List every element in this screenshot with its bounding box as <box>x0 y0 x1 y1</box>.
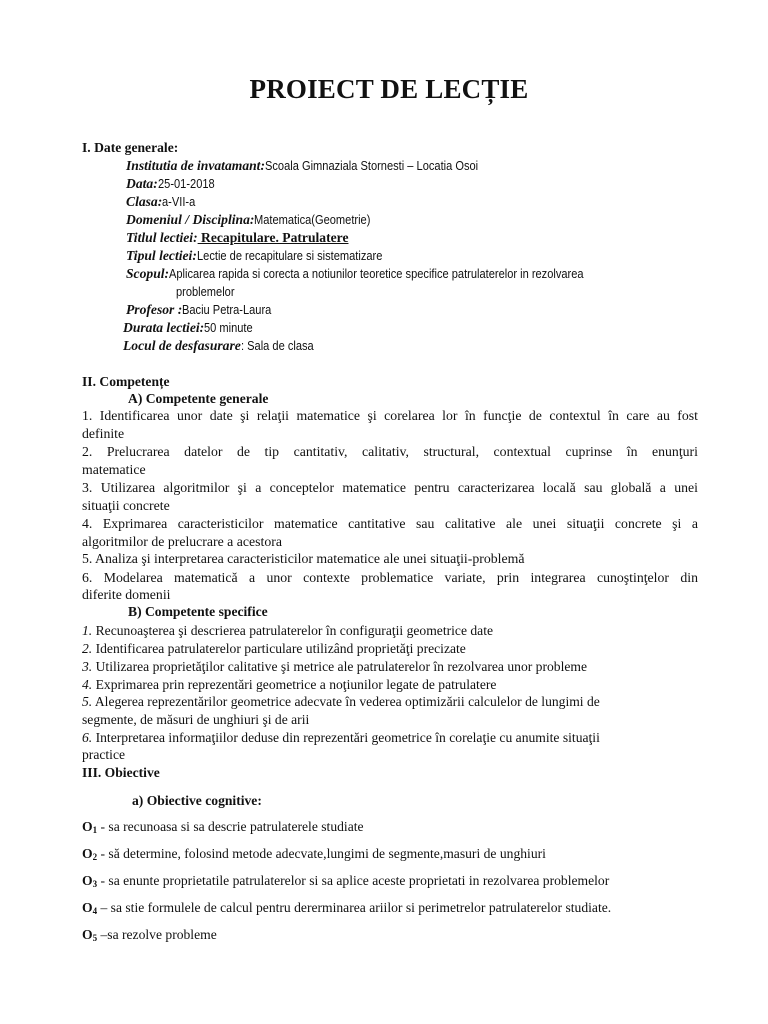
field-label: Titlul lectiei: <box>126 230 198 245</box>
field-purpose-cont <box>176 283 243 301</box>
general-competence-5: 5. Analiza şi interpretarea caracteristicilor matematice ale unei situaţii-problemă <box>82 551 525 566</box>
field-label: Durata lectiei: <box>123 320 205 335</box>
objective-text: - sa recunoasa si sa descrie patrulaterele studiate <box>97 819 364 834</box>
objective-code: $O_4$ <box>82 900 98 916</box>
field-value: 25-01-2018 <box>157 177 215 191</box>
general-competence-6: 6. Modelarea matematică a unor contexte problematice variate, prin integrarea cunoştinţelor din <box>82 570 698 585</box>
objective-code: $O_2$ <box>82 846 98 862</box>
field-value: a-VII-a <box>162 195 196 209</box>
objective-code: $O_3$ <box>82 873 98 889</box>
field-location <box>123 337 323 355</box>
general-competence-4-cont: algoritmilor de prelucrare a acestora <box>82 534 282 549</box>
general-competences-heading: A) Competente generale <box>128 391 269 406</box>
field-duration <box>123 319 259 337</box>
general-competence-4: 4. Exprimarea caracteristicilor matematice cantitative sau calitative ale unei situaţii concrete şi a <box>82 516 698 531</box>
item-number: 4. <box>82 677 93 692</box>
field-value: problemelor <box>176 285 235 299</box>
section-objectives-heading: III. Obiective <box>82 765 160 780</box>
cognitive-objectives-heading: a) Obiective cognitive: <box>132 793 262 808</box>
objective-1 <box>82 818 364 839</box>
objective-code: $O_5$ <box>82 927 98 943</box>
page-title: PROIECT DE LECȚIE <box>249 74 529 104</box>
field-teacher <box>126 301 284 319</box>
objective-text: –sa rezolve probleme <box>97 927 217 942</box>
item-text: Utilizarea proprietăţilor calitative şi metrice ale patrulaterelor în rezolvarea unor probleme <box>92 659 588 674</box>
objective-3 <box>82 872 609 893</box>
item-text: Recunoaşterea şi descrierea patrulaterelor în configuraţii geometrice date <box>92 623 494 638</box>
field-value: : Sala de clasa <box>240 339 314 353</box>
specific-competence-6 <box>82 729 600 747</box>
field-label: Scopul: <box>126 266 170 281</box>
objective-4 <box>82 899 611 920</box>
general-competence-1: 1. Identificarea unor date şi relaţii matematice şi corelarea lor în funcţie de contextul în care au fost <box>82 408 698 423</box>
specific-competence-2 <box>82 640 466 658</box>
item-number: 1. <box>82 623 93 638</box>
field-label: Locul de desfasurare <box>123 338 241 353</box>
section-competences-heading: II. Competențe <box>82 374 170 389</box>
field-value: Recapitulare. Patrulatere <box>197 230 349 245</box>
field-value: Lectie de recapitulare si sistematizare <box>196 249 383 263</box>
field-institution <box>126 157 507 175</box>
section-general-heading: I. Date generale: <box>82 140 179 155</box>
field-lesson-type <box>126 247 408 265</box>
specific-competence-3 <box>82 658 587 676</box>
item-number: 2. <box>82 641 93 656</box>
specific-competence-5 <box>82 693 600 711</box>
item-text: Exprimarea prin reprezentări geometrice a noţiunilor legate de patrulatere <box>92 677 497 692</box>
field-value: Scoala Gimnaziala Stornesti – Locatia Osoi <box>264 159 479 173</box>
general-competence-3: 3. Utilizarea algoritmilor şi a conceptelor matematice pentru caracterizarea locală sau globală a unei <box>82 480 698 495</box>
specific-competences-heading: B) Competente specifice <box>128 604 268 619</box>
objective-text: – sa stie formulele de calcul pentru dererminarea ariilor si perimetrelor patrulaterelor studiate. <box>97 900 612 915</box>
item-text: Interpretarea informaţiilor deduse din reprezentări geometrice în corelaţie cu anumite situaţii <box>92 730 600 745</box>
field-value: Baciu Petra-Laura <box>182 303 272 317</box>
field-discipline <box>126 211 387 229</box>
field-label: Profesor : <box>126 302 183 317</box>
field-label: Data: <box>126 176 158 191</box>
objective-text: - să determine, folosind metode adecvate,lungimi de segmente,masuri de unghiuri <box>97 846 546 861</box>
field-class <box>126 193 200 211</box>
general-competence-2: 2. Prelucrarea datelor de tip cantitativ, calitativ, structural, contextual cuprinse în enunţuri <box>82 444 698 459</box>
field-value: Aplicarea rapida si corecta a notiunilor teoretice specifice patrulaterelor in rezolvarea <box>169 267 584 281</box>
objective-5 <box>82 926 217 947</box>
general-competence-2-cont: matematice <box>82 462 146 477</box>
field-date <box>126 175 222 193</box>
item-number: 6. <box>82 730 93 745</box>
item-number: 5. <box>82 694 93 709</box>
item-number: 3. <box>82 659 93 674</box>
item-text: Alegerea reprezentărilor geometrice adecvate în vederea optimizării calculelor de lungimi de <box>92 694 600 709</box>
general-competence-6-cont: diferite domenii <box>82 587 171 602</box>
field-purpose <box>126 265 640 283</box>
objective-text: - sa enunte proprietatile patrulaterelor si sa aplice aceste proprietati in rezolvarea problemelor <box>97 873 610 888</box>
field-label: Domeniul / Disciplina: <box>126 212 255 227</box>
field-value: Matematica(Geometrie) <box>254 213 371 227</box>
objective-code: $O_1$ <box>82 819 98 835</box>
general-competence-1-cont: definite <box>82 426 125 441</box>
field-label: Clasa: <box>126 194 163 209</box>
field-lesson-title <box>126 229 348 247</box>
item-text: Identificarea patrulaterelor particulare utilizând proprietăţi precizate <box>92 641 466 656</box>
specific-competence-5-cont: segmente, de măsuri de unghiuri şi de arii <box>82 712 310 727</box>
specific-competence-1 <box>82 622 493 640</box>
field-label: Tipul lectiei: <box>126 248 197 263</box>
general-competence-3-cont: situaţii concrete <box>82 498 170 513</box>
field-value: 50 minute <box>204 321 253 335</box>
objective-2 <box>82 845 546 866</box>
field-label: Institutia de invatamant: <box>126 158 265 173</box>
specific-competence-4 <box>82 676 496 694</box>
specific-competence-6-cont: practice <box>82 747 126 762</box>
